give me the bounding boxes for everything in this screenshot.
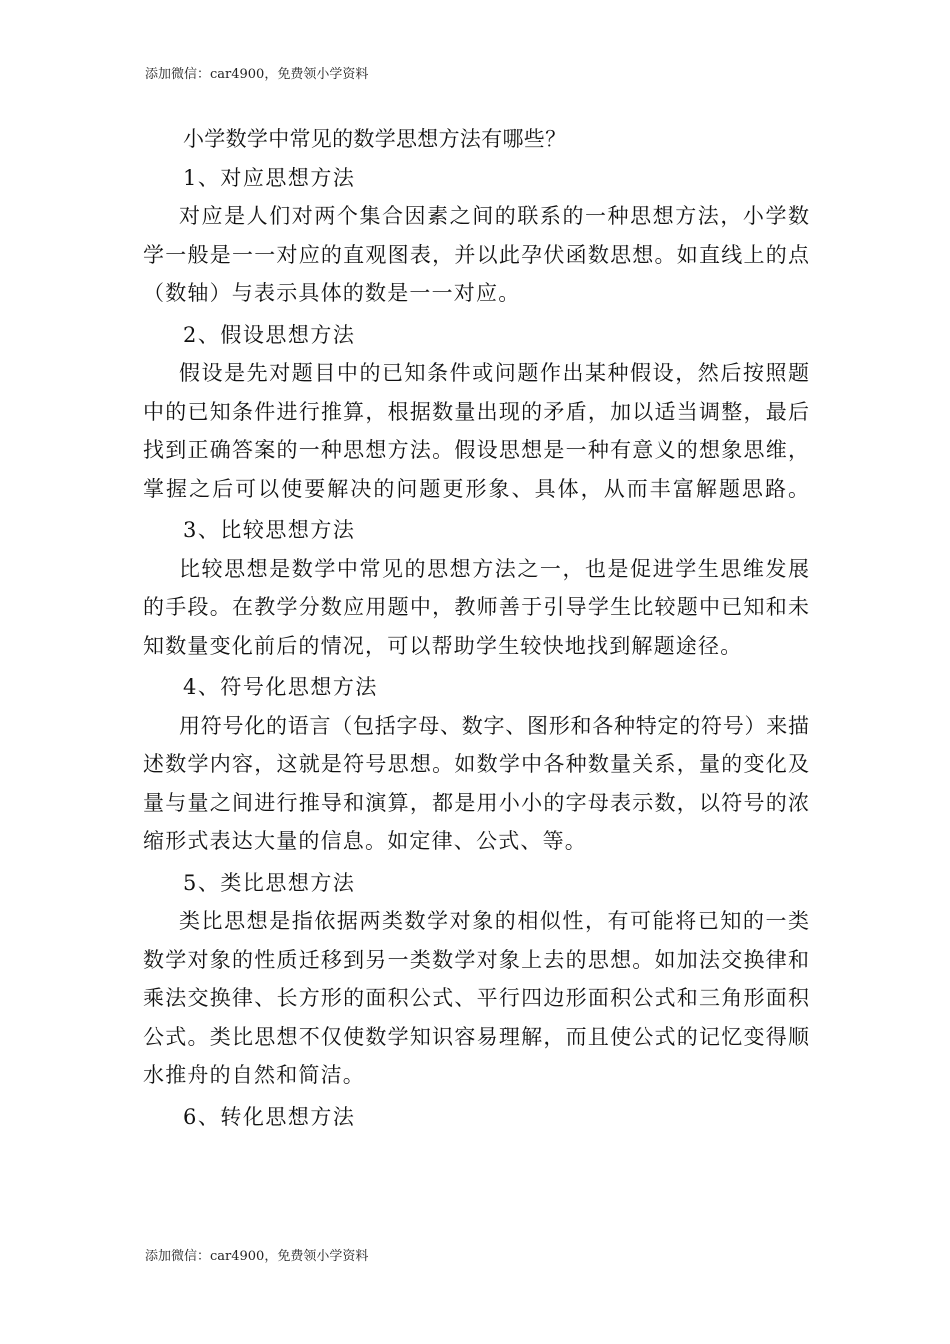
paragraph-line: 学一般是一一对应的直观图表，并以此孕伏函数思想。如直线上的点 <box>143 242 809 267</box>
paragraph-line: 的手段。在教学分数应用题中，教师善于引导学生比较题中已知和未 <box>143 595 809 619</box>
paragraph-line: 知数量变化前后的情况，可以帮助学生较快地找到解题途径。 <box>143 633 743 658</box>
paragraph-line: 找到正确答案的一种思想方法。假设思想是一种有意义的想象思维， <box>143 438 809 462</box>
section-heading: 4、符号化思想方法 <box>183 675 378 699</box>
paragraph-line: 中的已知条件进行推算，根据数量出现的矛盾，加以适当调整，最后 <box>143 399 809 424</box>
footer-watermark: 添加微信：car4900，免费领小学资料 <box>145 1249 369 1264</box>
paragraph-line: （数轴）与表示具体的数是一一对应。 <box>143 281 521 305</box>
paragraph-line: 数学对象的性质迁移到另一类数学对象上去的思想。如加法交换律和 <box>143 947 809 972</box>
paragraph-line: 类比思想是指依据两类数学对象的相似性，有可能将已知的一类 <box>179 909 809 933</box>
paragraph-line: 对应是人们对两个集合因素之间的联系的一种思想方法，小学数 <box>179 204 809 228</box>
paragraph-line: 用符号化的语言（包括字母、数字、图形和各种特定的符号）来描 <box>179 713 809 738</box>
document-body <box>143 120 809 1136</box>
section-heading: 1、对应思想方法 <box>183 165 356 190</box>
section-heading: 5、类比思想方法 <box>183 870 356 895</box>
paragraph-line: 述数学内容，这就是符号思想。如数学中各种数量关系，量的变化及 <box>143 752 809 776</box>
paragraph-line: 掌握之后可以使要解决的问题更形象、具体，从而丰富解题思路。 <box>143 476 809 501</box>
paragraph-line: 缩形式表达大量的信息。如定律、公式、等。 <box>143 829 587 853</box>
paragraph-line: 水推舟的自然和简洁。 <box>143 1063 365 1087</box>
section-heading: 6、转化思想方法 <box>183 1104 356 1129</box>
document-title: 小学数学中常见的数学思想方法有哪些？ <box>183 127 567 151</box>
paragraph-line: 量与量之间进行推导和演算，都是用小小的字母表示数，以符号的浓 <box>143 790 809 815</box>
section-heading: 3、比较思想方法 <box>183 518 356 542</box>
paragraph-line: 乘法交换律、长方形的面积公式、平行四边形面积公式和三角形面积 <box>143 986 809 1010</box>
paragraph-line: 公式。类比思想不仅使数学知识容易理解，而且使公式的记忆变得顺 <box>143 1024 809 1049</box>
header-watermark: 添加微信：car4900，免费领小学资料 <box>145 67 369 82</box>
paragraph-line: 比较思想是数学中常见的思想方法之一，也是促进学生思维发展 <box>179 556 809 581</box>
paragraph-line: 假设是先对题目中的已知条件或问题作出某种假设，然后按照题 <box>179 361 809 385</box>
section-heading: 2、假设思想方法 <box>183 322 356 347</box>
